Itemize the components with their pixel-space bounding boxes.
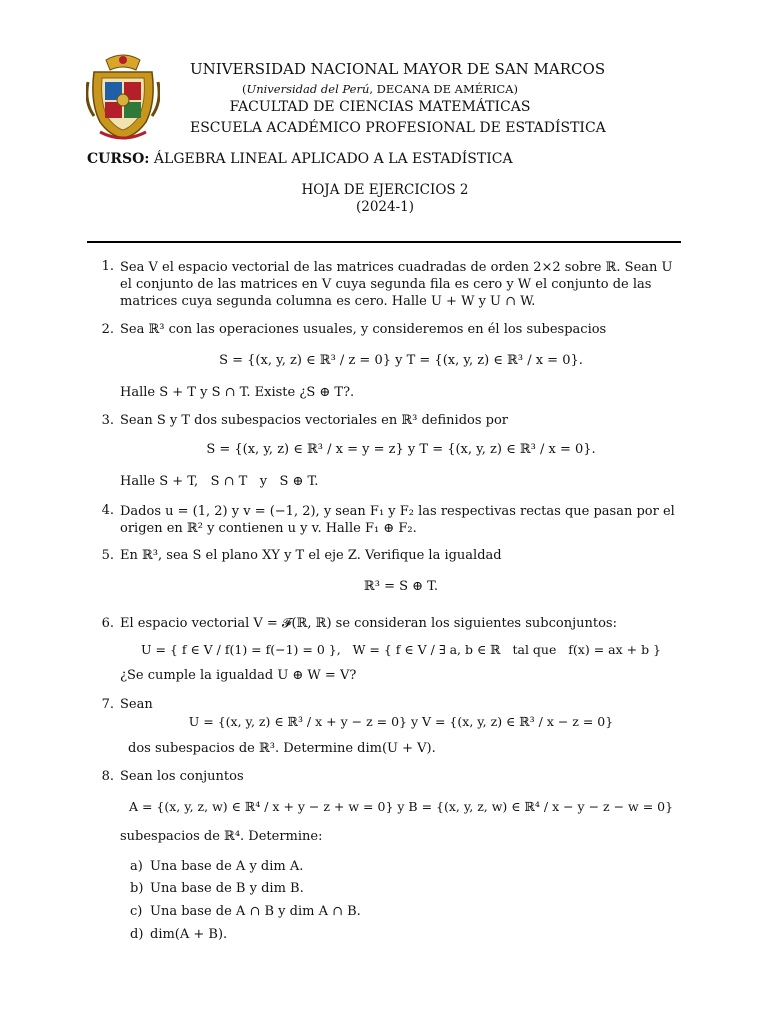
exercise-followup: Halle S + T y S ∩ T. Existe ¿S ⊕ T?. — [120, 385, 355, 400]
list-item — [130, 859, 303, 876]
exercise-text: Sean — [120, 697, 153, 712]
university-name: UNIVERSIDAD NACIONAL MAYOR DE SAN MARCOS — [190, 60, 606, 78]
exercise-number: 7. — [101, 697, 114, 712]
header-divider — [87, 241, 681, 243]
university-subtitle-rest: , DECANA DE AMÉRICA — [369, 82, 514, 96]
list-item-label: a) — [130, 859, 143, 874]
exercise-followup: dos subespacios de ℝ³. Determine dim(U + V). — [128, 741, 436, 756]
exercise-followup: Halle S + T, S ∩ T y S ⊕ T. — [120, 474, 319, 489]
exercise-text: En ℝ³, sea S el plano XY y T el eje Z. Verifique la igualdad — [120, 548, 502, 563]
exercise-text: Dados u = (1, 2) y v = (−1, 2), y sean F₁ y F₂ las respectivas rectas que pasan por el origen en ℝ² y contienen u y v. Halle F₁ ⊕ F₂. — [120, 504, 675, 536]
course-label: CURSO: — [87, 151, 150, 167]
exercise-text: El espacio vectorial V = 𝓕(ℝ, ℝ) se consideran los siguientes subconjuntos: — [120, 616, 617, 631]
list-item-text: Una base de A y dim A. — [150, 859, 304, 874]
exercise-number: 5. — [101, 548, 114, 563]
exercise-text: Sea ℝ³ con las operaciones usuales, y consideremos en él los subespacios — [120, 322, 607, 337]
exercise-formula: U = {(x, y, z) ∈ ℝ³ / x + y − z = 0} y V = {(x, y, z) ∈ ℝ³ / x − z = 0} — [188, 714, 614, 729]
exercise-formula: A = {(x, y, z, w) ∈ ℝ⁴ / x + y − z + w = 0} y B = {(x, y, z, w) ∈ ℝ⁴ / x − y − z − w = 0} — [128, 799, 674, 814]
exercise-formula: S = {(x, y, z) ∈ ℝ³ / z = 0} y T = {(x, y, z) ∈ ℝ³ / x = 0}. — [219, 353, 583, 368]
exercise-text: Sea V el espacio vectorial de las matrices cuadradas de orden 2×2 sobre ℝ. Sean U el conjunto de las matrices en V cuya segunda fila es cero y W el conjunto de las matrices cuya segunda columna es cero. Halle U + W y U ∩ W. — [120, 260, 673, 309]
university-crest-logo — [86, 52, 160, 140]
list-item-text: Una base de A ∩ B y dim A ∩ B. — [150, 904, 361, 919]
list-item-label: c) — [130, 904, 143, 919]
course-line — [87, 150, 513, 168]
school-name: ESCUELA ACADÉMICO PROFESIONAL DE ESTADÍSTICA — [190, 120, 606, 136]
exercise-formula: ℝ³ = S ⊕ T. — [363, 579, 439, 594]
exercise-number: 3. — [101, 413, 114, 428]
university-subtitle: (Universidad del Perú, DECANA DE AMÉRICA) — [242, 82, 518, 96]
list-item — [130, 904, 361, 921]
list-item-label: d) — [130, 927, 144, 942]
course-name: ÁLGEBRA LINEAL APLICADO A LA ESTADÍSTICA — [153, 151, 513, 167]
faculty-name: FACULTAD DE CIENCIAS MATEMÁTICAS — [229, 99, 531, 115]
exercise-number: 1. — [101, 259, 114, 274]
exercise-text: Sean los conjuntos — [120, 769, 244, 784]
university-subtitle-italic: Universidad del Perú — [246, 82, 370, 96]
list-item-text: Una base de B y dim B. — [150, 881, 304, 896]
exercise-formula: U = { f ∈ V ∕ f(1) = f(−1) = 0 }, W = { f ∈ V ∕ ∃ a, b ∈ ℝ tal que f(x) = ax + b } — [140, 642, 662, 657]
list-item — [130, 881, 304, 898]
exercise-followup: subespacios de ℝ⁴. Determine: — [120, 829, 323, 844]
exercise-number: 2. — [101, 322, 114, 337]
sheet-title: HOJA DE EJERCICIOS 2 — [301, 182, 469, 198]
list-item-label: b) — [130, 881, 144, 896]
sheet-term: (2024-1) — [355, 199, 415, 215]
exercise-formula: S = {(x, y, z) ∈ ℝ³ / x = y = z} y T = {(x, y, z) ∈ ℝ³ / x = 0}. — [206, 442, 596, 457]
exercise-number: 6. — [101, 616, 114, 631]
exercise-number: 8. — [101, 769, 114, 784]
exercise-followup: ¿Se cumple la igualdad U ⊕ W = V? — [120, 668, 357, 683]
exercise-number: 4. — [101, 503, 114, 518]
list-item — [130, 927, 227, 944]
list-item-text: dim(A + B). — [150, 927, 228, 942]
exercise-text: Sean S y T dos subespacios vectoriales en ℝ³ definidos por — [120, 413, 509, 428]
